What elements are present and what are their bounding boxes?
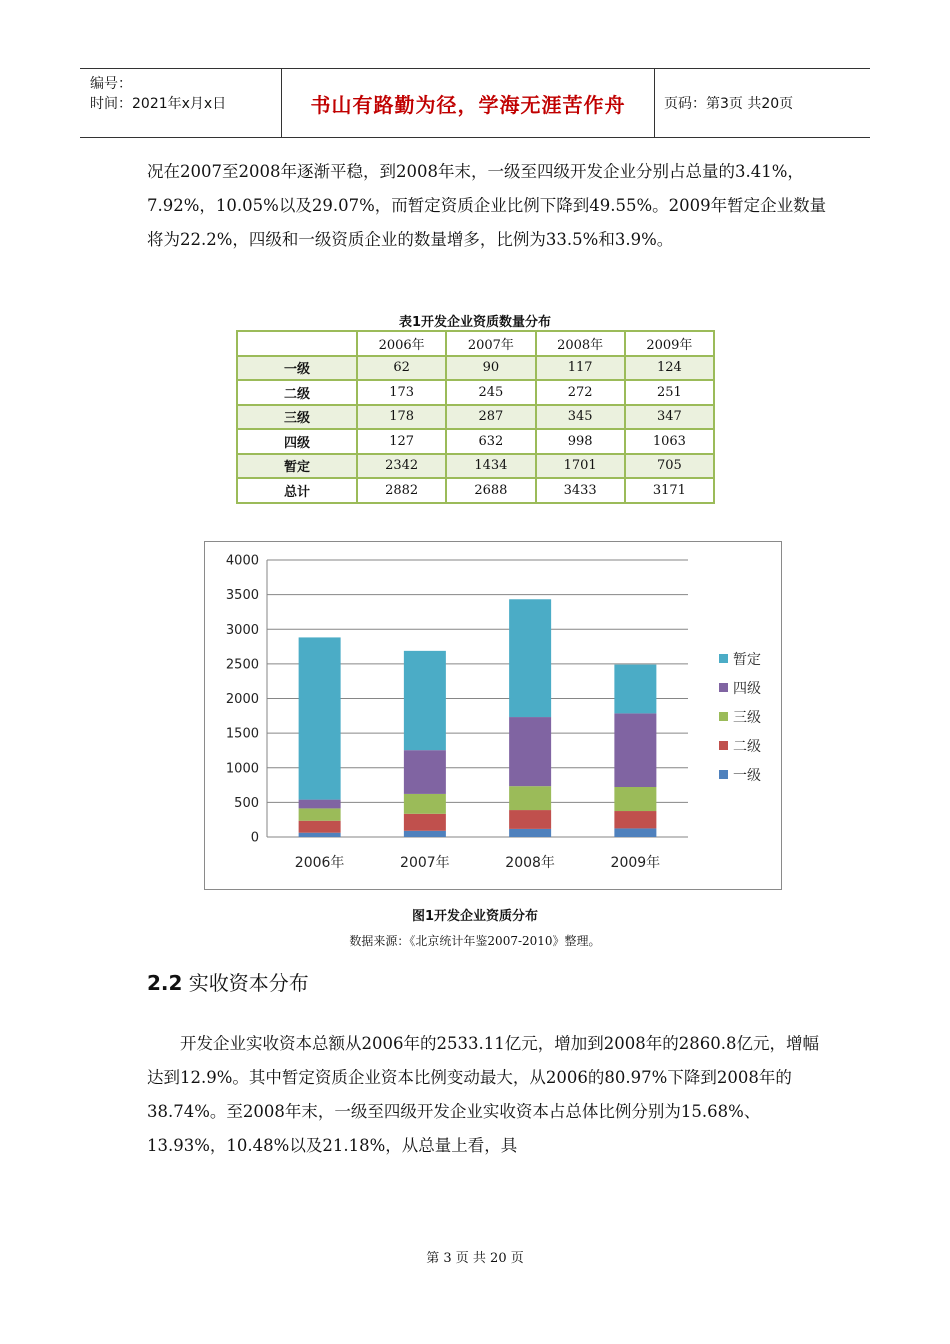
bar-segment <box>509 829 551 837</box>
bar-segment <box>404 831 446 837</box>
y-tick-label: 2500 <box>225 657 259 673</box>
table-row <box>237 478 714 503</box>
x-tick-label: 2009年 <box>610 855 661 871</box>
table-cell: 287 <box>446 405 535 430</box>
table-cell: 62 <box>357 356 446 381</box>
bar-segment <box>614 665 656 714</box>
section-title: 实收资本分布 <box>188 971 309 995</box>
page-footer: 第 3 页 共 20 页 <box>426 1251 524 1266</box>
table-header-cell: 2009年 <box>625 331 714 356</box>
paragraph-1: 况在2007至2008年逐渐平稳，到2008年末，一级至四级开发企业分别占总量的3.41%，7.92%，10.05%以及29.07%，而暂定资质企业比例下降到49.55%。2009年暂定企业数量将为22.2%，四级和一级资质企业的数量增多，比例为33.5%和3.9%。 <box>147 162 827 249</box>
table-row <box>237 380 714 405</box>
bar-segment <box>509 599 551 717</box>
bar-segment <box>404 750 446 794</box>
table-cell: 1434 <box>446 454 535 479</box>
legend-swatch <box>719 654 728 663</box>
header-page-info: 页码：第3页 共20页 <box>664 96 794 112</box>
y-tick-label: 0 <box>250 830 259 846</box>
table-cell: 124 <box>625 356 714 381</box>
section-number: 2.2 <box>147 971 183 995</box>
legend-swatch <box>719 683 728 692</box>
bar-segment <box>299 800 341 809</box>
y-tick-label: 1500 <box>225 726 259 742</box>
table-header-cell: 2007年 <box>446 331 535 356</box>
bar-segment <box>299 821 341 833</box>
table-header-cell: 2008年 <box>536 331 625 356</box>
bar-segment <box>509 786 551 810</box>
table-cell: 173 <box>357 380 446 405</box>
bar-segment <box>299 808 341 820</box>
legend-label: 三级 <box>733 710 761 726</box>
bar-segment <box>509 717 551 786</box>
table-cell: 347 <box>625 405 714 430</box>
row-header: 一级 <box>237 356 357 381</box>
bar-segment <box>509 810 551 829</box>
table-cell: 245 <box>446 380 535 405</box>
row-header: 三级 <box>237 405 357 430</box>
header-motto-cell <box>281 69 655 137</box>
bar-segment <box>299 637 341 799</box>
table-cell: 127 <box>357 429 446 454</box>
number-label: 编号： <box>90 76 132 92</box>
y-tick-label: 3500 <box>225 588 259 604</box>
table-cell: 3171 <box>625 478 714 503</box>
bar-segment <box>614 713 656 787</box>
table-cell: 3433 <box>536 478 625 503</box>
table-cell: 2342 <box>357 454 446 479</box>
bar-segment <box>404 814 446 831</box>
paragraph-2: 开发企业实收资本总额从2006年的2533.11亿元，增加到2008年的2860.8亿元，增幅达到12.9%。其中暂定资质企业资本比例变动最大，从2006的80.97%下降到2008年的38.74%。至2008年末，一级至四级开发企业实收资本占总体比例分别为15.68%、13.93%，10.48%以及21.18%，从总量上看，具 <box>147 1034 819 1155</box>
date-label: 时间：2021年x月x日 <box>90 96 227 112</box>
table-cell: 178 <box>357 405 446 430</box>
row-header: 四级 <box>237 429 357 454</box>
bar-segment <box>614 828 656 837</box>
table-row <box>237 356 714 381</box>
row-header: 暂定 <box>237 454 357 479</box>
y-tick-label: 4000 <box>225 553 259 569</box>
data-source: 数据来源：《北京统计年鉴2007-2010》整理。 <box>349 934 601 948</box>
legend-swatch <box>719 712 728 721</box>
bar-segment <box>614 811 656 828</box>
table-cell: 272 <box>536 380 625 405</box>
legend-swatch <box>719 770 728 779</box>
x-tick-label: 2008年 <box>505 855 555 871</box>
chart-canvas <box>205 542 781 889</box>
figure-caption: 图1开发企业资质分布 <box>411 909 539 924</box>
stacked-bar-chart <box>204 541 782 890</box>
y-tick-label: 500 <box>234 795 259 811</box>
qualification-table <box>236 330 715 504</box>
table-row <box>237 454 714 479</box>
motto: 书山有路勤为径，学海无涯苦作舟 <box>310 92 626 117</box>
table-row <box>237 405 714 430</box>
table-cell: 117 <box>536 356 625 381</box>
table-cell: 2688 <box>446 478 535 503</box>
bar-segment <box>299 833 341 837</box>
header-meta <box>80 69 281 137</box>
table-cell: 90 <box>446 356 535 381</box>
document-header <box>80 68 870 138</box>
y-tick-label: 1000 <box>225 761 259 777</box>
table-header-cell: 2006年 <box>357 331 446 356</box>
y-tick-label: 2000 <box>225 692 259 707</box>
legend-swatch <box>719 741 728 750</box>
legend-label: 一级 <box>733 768 761 784</box>
table-header-cell <box>237 331 357 356</box>
table-cell: 632 <box>446 429 535 454</box>
bar-segment <box>404 651 446 750</box>
legend-label: 二级 <box>733 739 761 755</box>
x-tick-label: 2007年 <box>400 855 450 871</box>
table-cell: 1701 <box>536 454 625 479</box>
table-cell: 2882 <box>357 478 446 503</box>
legend-label: 暂定 <box>733 652 761 668</box>
table-cell: 1063 <box>625 429 714 454</box>
table-caption: 表1开发企业资质数量分布 <box>398 315 552 330</box>
table-cell: 251 <box>625 380 714 405</box>
bar-segment <box>404 794 446 814</box>
y-tick-label: 3000 <box>225 622 259 638</box>
bar-segment <box>614 787 656 811</box>
legend-label: 四级 <box>733 681 761 697</box>
x-tick-label: 2006年 <box>294 855 345 871</box>
row-header: 二级 <box>237 380 357 405</box>
row-header: 总计 <box>237 478 357 503</box>
section-heading <box>147 967 309 996</box>
table-header-row <box>237 331 714 356</box>
table-row <box>237 429 714 454</box>
table-cell: 345 <box>536 405 625 430</box>
table-cell: 705 <box>625 454 714 479</box>
table-cell: 998 <box>536 429 625 454</box>
